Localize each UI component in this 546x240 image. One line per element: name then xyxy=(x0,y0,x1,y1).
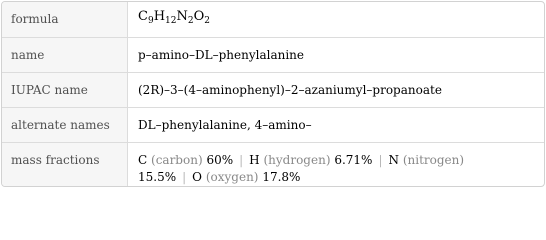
mass-fraction-oxygen xyxy=(192,170,300,184)
element-percent: 60% xyxy=(206,153,234,167)
iupac-name-label: IUPAC name xyxy=(2,73,128,108)
element-percent: 6.71% xyxy=(334,153,373,167)
name-row xyxy=(2,37,544,73)
mass-fraction-nitrogen-head xyxy=(389,153,465,167)
formula-symbol: H xyxy=(153,9,166,24)
properties-table xyxy=(1,1,545,187)
element-symbol: N xyxy=(388,153,399,167)
mass-fractions-row xyxy=(2,142,544,187)
element-symbol: O xyxy=(192,170,203,184)
formula-subscript: 2 xyxy=(187,16,194,26)
formula-symbol: N xyxy=(176,9,188,24)
element-name: (oxygen) xyxy=(205,170,259,184)
mass-fractions-line-1 xyxy=(138,152,536,169)
mass-fractions-label: mass fractions xyxy=(2,143,128,187)
name-value: p–amino–DL–phenylalanine xyxy=(138,48,304,62)
formula-row xyxy=(2,2,544,37)
mass-fraction-carbon xyxy=(138,153,233,167)
alternate-names-value: DL–phenylalanine, 4–amino– xyxy=(138,118,312,132)
name-label: name xyxy=(2,38,128,73)
separator: | xyxy=(239,153,244,167)
formula-label: formula xyxy=(2,2,128,37)
mass-fractions-line-2 xyxy=(138,169,536,186)
alternate-names-row xyxy=(2,107,544,143)
element-name: (carbon) xyxy=(151,153,203,167)
separator: | xyxy=(378,153,383,167)
element-percent: 15.5% xyxy=(138,170,177,184)
element-symbol: H xyxy=(249,153,260,167)
alternate-names-label: alternate names xyxy=(2,108,128,143)
formula-subscript: 2 xyxy=(204,16,210,26)
iupac-name-row xyxy=(2,72,544,108)
formula-subscript: 12 xyxy=(165,16,177,26)
formula-symbol: O xyxy=(193,9,205,24)
formula-symbol: C xyxy=(138,9,148,24)
element-symbol: C xyxy=(138,153,148,167)
formula-value xyxy=(129,2,544,37)
element-percent: 17.8% xyxy=(262,170,301,184)
iupac-name-value: (2R)–3–(4–aminophenyl)–2–azaniumyl–propanoate xyxy=(138,83,442,97)
mass-fractions-value xyxy=(129,143,544,187)
mass-fraction-hydrogen xyxy=(249,153,372,167)
element-name: (nitrogen) xyxy=(402,153,465,167)
formula-subscript: 9 xyxy=(147,16,154,26)
element-name: (hydrogen) xyxy=(263,153,331,167)
separator: | xyxy=(182,170,187,184)
